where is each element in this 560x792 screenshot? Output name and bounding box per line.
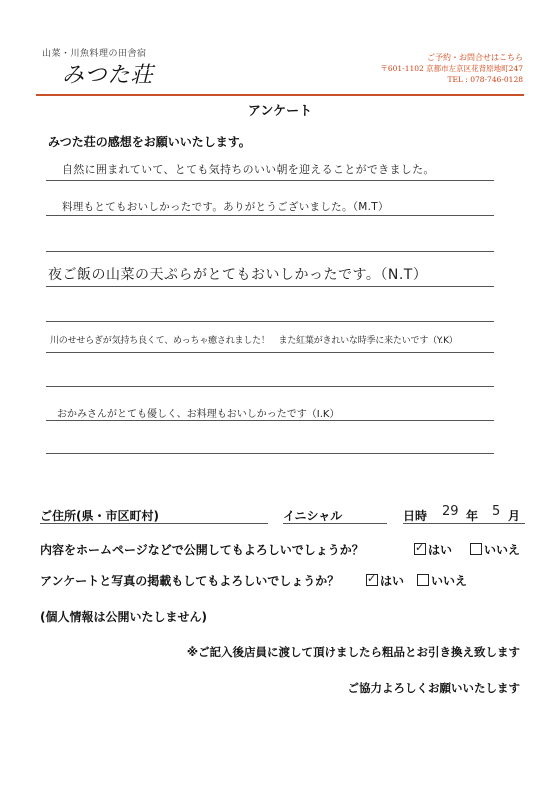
month-label: 月 (508, 509, 521, 523)
initial-field[interactable] (283, 523, 387, 524)
q2-yes-checkbox[interactable] (366, 574, 378, 586)
question-photo: アンケートと写真の掲載もしてもよろしいでしょうか？ (40, 574, 340, 588)
year-label: 年 (466, 509, 479, 523)
header-logo: みつた荘 (62, 63, 154, 88)
q1-yes-label: はい (428, 543, 453, 557)
comment-line (46, 251, 494, 252)
header-tagline: 山菜・川魚料理の田舎宿 (42, 49, 147, 59)
date-year-value: 29 (442, 504, 459, 519)
q2-yes-label: はい (380, 574, 405, 588)
privacy-note: (個人情報は公開いたしません) (40, 610, 207, 624)
form-title: アンケート (247, 104, 313, 119)
date-field[interactable] (403, 523, 525, 524)
handwritten-comment: 夜ご飯の山菜の天ぷらがとてもおいしかったです。（N.T） (48, 267, 428, 283)
handwritten-comment: 自然に囲まれていて、とても気持ちのいい朝を迎えることができました。 (62, 163, 435, 176)
q1-yes-option[interactable] (414, 541, 452, 558)
comment-line (46, 286, 494, 287)
handwritten-comment: 川のせせらぎが気持ち良くて、めっちゃ癒されました！ また紅葉がきれいな時季に来たいです（Y.K） (50, 336, 458, 346)
comment-line (46, 180, 494, 181)
handwritten-comment: 料理もとてもおいしかったです。ありがとうございました。（M.T） (62, 201, 389, 213)
date-label: 日時 (403, 509, 428, 523)
contact-line-3: TEL : 078-746-0128 (447, 75, 523, 84)
comment-line (46, 215, 494, 216)
comment-line (46, 453, 494, 454)
q1-no-label: いいえ (484, 543, 521, 557)
header-divider (36, 94, 524, 96)
initial-label: イニシャル (283, 509, 343, 523)
q1-no-checkbox[interactable] (470, 543, 482, 555)
date-month-value: 5 (492, 504, 501, 519)
q1-yes-checkbox[interactable] (414, 543, 426, 555)
comment-line (46, 420, 494, 421)
contact-line-2: 〒601-1102 京都市左京区花背原地町247 (380, 64, 523, 73)
form-prompt: みつた荘の感想をお願いいたします。 (48, 135, 251, 149)
comment-line (46, 321, 494, 322)
q2-no-checkbox[interactable] (417, 574, 429, 586)
q2-yes-option[interactable] (366, 572, 404, 589)
thanks-note: ご協力よろしくお願いいたします (347, 681, 520, 695)
question-publish: 内容をホームページなどで公開してもよろしいでしょうか？ (40, 543, 364, 557)
comment-line (46, 386, 494, 387)
gift-note: ※ご記入後店員に渡して頂けましたら粗品とお引き換え致します (186, 645, 520, 659)
comment-line (46, 352, 494, 353)
address-field[interactable] (40, 523, 268, 524)
handwritten-comment: おかみさんがとても優しく、お料理もおいしかったです（I.K） (57, 409, 340, 420)
address-label: ご住所(県・市区町村) (40, 509, 159, 523)
q2-no-option[interactable] (417, 572, 467, 589)
q1-no-option[interactable] (470, 541, 520, 558)
contact-line-1: ご予約・お問合せはこちら (427, 53, 523, 62)
q2-no-label: いいえ (431, 574, 468, 588)
